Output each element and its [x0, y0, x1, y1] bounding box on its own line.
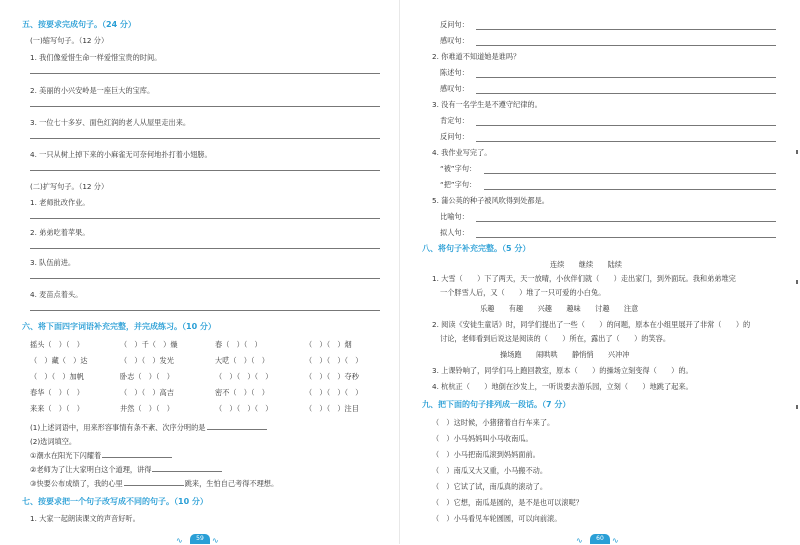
- idiom-cell[interactable]: 来来（ ）（ ）: [30, 404, 84, 413]
- answer-line[interactable]: [30, 73, 380, 74]
- answer-line[interactable]: [476, 29, 776, 30]
- page-number: 59: [190, 534, 210, 544]
- answer-line[interactable]: [30, 218, 380, 219]
- answer-line[interactable]: [476, 45, 776, 46]
- right-page: [400, 0, 800, 544]
- idiom-cell[interactable]: （ ）（ ）（ ）: [305, 356, 363, 365]
- sec6-exercise-2a: ①潮水在阳光下闪耀着: [30, 451, 173, 460]
- q2: 2. 你难道不知道她是谁吗？: [432, 52, 521, 61]
- edge-mark: [796, 150, 798, 154]
- sec6-exercise-1: (1)上述词语中，用来形容事情有条不紊、次序分明的是: [30, 423, 268, 432]
- order-item[interactable]: （ ）它想，南瓜是圆的，是不是也可以滚呢？: [432, 498, 583, 507]
- q5: 5. 蒲公英的种子被风吹得到处都是。: [432, 196, 549, 205]
- answer-line[interactable]: [476, 221, 776, 222]
- sec7-q1: 1. 大家一起朗读课文的声音好听。: [30, 514, 140, 523]
- sec5-q3: 3. 一位七十多岁、面色红润的老人从屋里走出来。: [30, 118, 191, 127]
- order-item[interactable]: （ ）小马妈妈叫小马收南瓜。: [432, 434, 533, 443]
- word: 继续: [578, 260, 594, 269]
- s8-1b: 一个胖雪人后，又（ ）堆了一只可爱的小白兔。: [440, 288, 606, 297]
- word: 兴趣: [537, 304, 552, 313]
- s8-4: 4. 杭杭正（ ）地倒在沙发上，一听说要去游乐园，立刻（ ）地跳了起来。: [432, 382, 693, 391]
- idiom-cell[interactable]: （ ）（ ）注目: [305, 404, 359, 413]
- line-label: “把”字句：: [440, 180, 477, 189]
- answer-line[interactable]: [476, 125, 776, 126]
- answer-line[interactable]: [476, 93, 776, 94]
- order-item[interactable]: （ ）小马看见车轮圆圆，可以向前滚。: [432, 514, 562, 523]
- line-label: “被”字句：: [440, 164, 477, 173]
- answer-line[interactable]: [30, 310, 380, 311]
- answer-line[interactable]: [30, 278, 380, 279]
- s8-3: 3. 上课铃响了，同学们马上跑回教室，原本（ ）的操场立刻变得（ ）的。: [432, 366, 693, 375]
- idiom-cell[interactable]: 大呓（ ）（ ）: [215, 356, 269, 365]
- left-page: [0, 0, 400, 544]
- wave-ornament-left: ∿: [576, 536, 583, 545]
- answer-line[interactable]: [30, 170, 380, 171]
- line-label: 感叹句：: [440, 84, 469, 93]
- idiom-cell[interactable]: （ ）（ ）（ ）: [215, 372, 273, 381]
- idiom-cell[interactable]: （ ）藏（ ）达: [30, 356, 88, 365]
- word-bank-3: [500, 350, 629, 359]
- blank[interactable]: [124, 485, 184, 486]
- edge-mark: [796, 280, 798, 284]
- section-8-heading: 八、将句子补充完整。（5 分）: [422, 244, 531, 253]
- word: 兴冲冲: [607, 350, 630, 359]
- word: 操场跑: [500, 350, 522, 359]
- word: 乐趣: [480, 304, 495, 313]
- edge-mark: [796, 405, 798, 409]
- answer-line[interactable]: [30, 138, 380, 139]
- q3: 3. 没有一名学生是不遵守纪律的。: [432, 100, 542, 109]
- word-bank-1: [550, 260, 622, 269]
- sec5-b4: 4. 麦苗点着头。: [30, 290, 83, 299]
- order-item[interactable]: （ ）南瓜又大又重，小马搬不动。: [432, 466, 548, 475]
- section-7-heading: 七、按要求把一个句子改写成不同的句子。（10 分）: [22, 497, 208, 506]
- idiom-cell[interactable]: 春华（ ）（ ）: [30, 388, 84, 397]
- line-label: 拟人句：: [440, 228, 469, 237]
- blank[interactable]: [152, 471, 222, 472]
- answer-line[interactable]: [484, 173, 776, 174]
- page-number: 60: [590, 534, 610, 544]
- order-item[interactable]: （ ）这时候，小猪猪着自行车来了。: [432, 418, 555, 427]
- idiom-cell[interactable]: （ ）（ ）高吉: [120, 388, 174, 397]
- word: 趣味: [566, 304, 581, 313]
- order-item[interactable]: （ ）它试了试，南瓜真的滚动了。: [432, 482, 548, 491]
- sec5-part-b-title: (二)扩写句子。（12 分）: [30, 182, 109, 191]
- line-label: 感叹句：: [440, 36, 469, 45]
- word: 注意: [623, 304, 639, 313]
- sec6-exercise-2: (2)选词填空。: [30, 437, 77, 446]
- sec5-b3: 3. 队伍前进。: [30, 258, 76, 267]
- idiom-cell[interactable]: （ ）（ ）夺秒: [305, 372, 359, 381]
- word: 有趣: [508, 304, 524, 313]
- wave-ornament-right: ∿: [612, 536, 619, 545]
- answer-line[interactable]: [476, 77, 776, 78]
- word: 连续: [550, 260, 565, 269]
- s8-2a: 2. 阅读《安徒生童话》时，同学们提出了一些（ ）的问题，原本在小组里展开了非常（ ）的: [432, 320, 751, 329]
- sec6-exercise-2c: ③快要公布成绩了，我的心里 跳来，生怕自己考得不理想。: [30, 479, 279, 488]
- idiom-cell[interactable]: （ ）（ ）烟: [305, 340, 352, 349]
- idiom-cell[interactable]: （ ）（ ）（ ）: [215, 404, 273, 413]
- line-label: 反问句：: [440, 20, 469, 29]
- idiom-cell[interactable]: （ ）千（ ）燥: [120, 340, 178, 349]
- answer-line[interactable]: [484, 189, 776, 190]
- word: 陆续: [607, 260, 622, 269]
- sec5-b1: 1. 老师批改作业。: [30, 198, 90, 207]
- idiom-cell[interactable]: 密不（ ）（ ）: [215, 388, 269, 397]
- q4: 4. 我作业写完了。: [432, 148, 492, 157]
- s8-2b: 讨论，老师看到后说这是阅读的（ ）所在，露出了（ ）的笑容。: [440, 334, 671, 343]
- idiom-cell[interactable]: 春（ ）（ ）: [215, 340, 262, 349]
- sec5-part-a-title: (一)缩写句子。（12 分）: [30, 36, 109, 45]
- line-label: 陈述句：: [440, 68, 469, 77]
- idiom-cell[interactable]: 井然（ ）（ ）: [120, 404, 174, 413]
- answer-line[interactable]: [30, 248, 380, 249]
- word: 静悄悄: [571, 350, 594, 359]
- idiom-cell[interactable]: （ ）（ ）（ ）: [305, 388, 363, 397]
- sec5-q1: 1. 我们像爱惜生命一样爱惜宝贵的时间。: [30, 53, 162, 62]
- wave-ornament-right: ∿: [212, 536, 219, 545]
- s8-1a: 1. 大雪（ ）下了两天，天一放晴，小伙伴们就（ ）走出家门，到外面玩。我和弟弟堆完: [432, 274, 736, 283]
- line-label: 比喻句：: [440, 212, 469, 221]
- wave-ornament-left: ∿: [176, 536, 183, 545]
- idiom-cell[interactable]: （ ）（ ）发光: [120, 356, 174, 365]
- blank[interactable]: [102, 457, 172, 458]
- word-bank-2: [480, 304, 638, 313]
- order-item[interactable]: （ ）小马把南瓜滚到妈妈面前。: [432, 450, 540, 459]
- word: 闹哄哄: [535, 350, 558, 359]
- blank[interactable]: [207, 429, 267, 430]
- sec5-q2: 2. 美丽的小兴安岭是一座巨大的宝库。: [30, 86, 155, 95]
- line-label: 反问句：: [440, 132, 469, 141]
- idiom-cell[interactable]: 摇头（ ）（ ）: [30, 340, 84, 349]
- answer-line[interactable]: [476, 237, 776, 238]
- section-6-heading: 六、将下面四字词语补充完整，并完成练习。（10 分）: [22, 322, 216, 331]
- section-9-heading: 九、把下面的句子排列成一段话。（7 分）: [422, 400, 571, 409]
- line-label: 肯定句：: [440, 116, 469, 125]
- idiom-cell[interactable]: （ ）（ ）加帆: [30, 372, 84, 381]
- section-5-heading: 五、按要求完成句子。（24 分）: [22, 20, 136, 29]
- word: 讨趣: [595, 304, 610, 313]
- sec5-q4: 4. 一只从树上掉下来的小麻雀无可奈何地扑打着小翅膀。: [30, 150, 212, 159]
- answer-line[interactable]: [476, 141, 776, 142]
- answer-line[interactable]: [30, 106, 380, 107]
- sec5-b2: 2. 弟弟吃着苹果。: [30, 228, 90, 237]
- sec6-exercise-2b: ②老师为了让大家明白这个道理，讲得: [30, 465, 223, 474]
- idiom-cell[interactable]: 卧志（ ）（ ）: [120, 372, 174, 381]
